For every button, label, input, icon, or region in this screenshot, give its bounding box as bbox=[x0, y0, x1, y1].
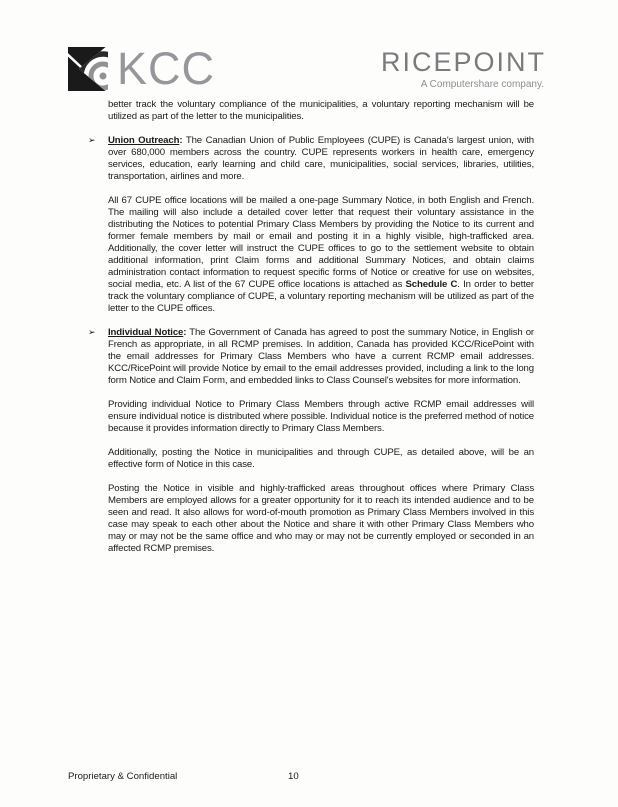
union-outreach-colon: : bbox=[179, 135, 183, 146]
bullet-arrow-icon: ➢ bbox=[88, 328, 96, 338]
bullet-union-outreach bbox=[88, 135, 535, 183]
union-outreach-text: The Canadian Union of Public Employees (CUPE) is Canada's largest union, with over 680,000 members across the country. CUPE represents workers in health care, emergency services, education, early learning and child care, municipalities, social services, libraries, utilities, transportation, airlines and more. bbox=[108, 135, 535, 182]
document-header bbox=[68, 43, 546, 94]
schedule-c-reference: Schedule C bbox=[405, 279, 458, 290]
intro-paragraph: better track the voluntary compliance of the municipalities, a voluntary reporting mechanism will be utilized as part of the letter to the municipalities. bbox=[108, 99, 534, 122]
cupe-mailing-text-2: . In order to better track the voluntary compliance of CUPE, a voluntary reporting mechanism will be utilized as part of the letter to the CUPE offices. bbox=[108, 279, 535, 314]
individual-notice-text: The Government of Canada has agreed to post the summary Notice, in English or French as appropriate, in all RCMP premises. In addition, Canada has provided KCC/RicePoint with the email addresses for Primary Class Members who have a current RCMP email addresses. KCC/RicePoint will provide Notice by email to the email addresses provided, including a link to the long form Notice and Claim Form, and embedded links to Class Counsel's websites for more information. bbox=[108, 327, 534, 386]
ricepoint-logo-text: RICEPOINT bbox=[380, 47, 546, 77]
cupe-mailing-text-1: All 67 CUPE office locations will be mailed a one-page Summary Notice, in both English and French. The mailing will also include a detailed cover letter that request their voluntary assistance in the distributing the Notices to potential Primary Class Members by providing the Notice to its current and former female members by mail or email and posting it in a highly visible, high-trafficked area. Additionally, the cover letter will instruct the CUPE offices to go to the settlement website to obtain additional information, print Claim forms and additional Summary Notices, and obtain claims administration contact information to request specific forms of Notice or creative for use on websites, social media, etc. A list of the 67 CUPE office locations is attached as bbox=[108, 195, 534, 290]
additionally-paragraph: Additionally, posting the Notice in municipalities and through CUPE, as detailed above, will be an effective form of Notice in this case. bbox=[108, 447, 534, 470]
kcc-logo-text: KCC bbox=[117, 43, 216, 94]
ricepoint-tagline: A Computershare company. bbox=[420, 79, 544, 90]
union-outreach-label: Union Outreach bbox=[108, 135, 180, 146]
document-body bbox=[88, 99, 535, 567]
bullet-arrow-icon: ➢ bbox=[88, 136, 96, 146]
bullet-individual-notice bbox=[88, 327, 534, 387]
kcc-logo-icon bbox=[68, 47, 108, 91]
union-outreach-paragraph bbox=[108, 135, 534, 183]
providing-notice-paragraph: Providing individual Notice to Primary Class Members through active RCMP email addresses will ensure individual notice is distributed where possible. Individual notice is the preferred method of notice because it provides information directly to Primary Class Members. bbox=[108, 399, 534, 434]
footer-page-number: 10 bbox=[288, 771, 299, 782]
kcc-logo bbox=[68, 43, 216, 94]
ricepoint-logo bbox=[381, 46, 546, 90]
cupe-mailing-paragraph bbox=[108, 195, 534, 315]
individual-notice-paragraph bbox=[108, 327, 534, 387]
posting-notice-paragraph: Posting the Notice in visible and highly-trafficked areas throughout offices where Primary Class Members are employed allows for a greater opportunity for it to reach its intended audience and to be seen and read. It also allows for word-of-mouth promotion as Primary Class Members involved in this case may speak to each other about the Notice and share it with other Primary Class Members who may or may not be the same office and who may or may not be currently employed or seconded in an affected RCMP premises. bbox=[108, 483, 534, 554]
footer-confidential-label: Proprietary & Confidential bbox=[68, 771, 178, 782]
individual-notice-colon: : bbox=[183, 327, 187, 338]
individual-notice-label: Individual Notice bbox=[108, 327, 184, 338]
